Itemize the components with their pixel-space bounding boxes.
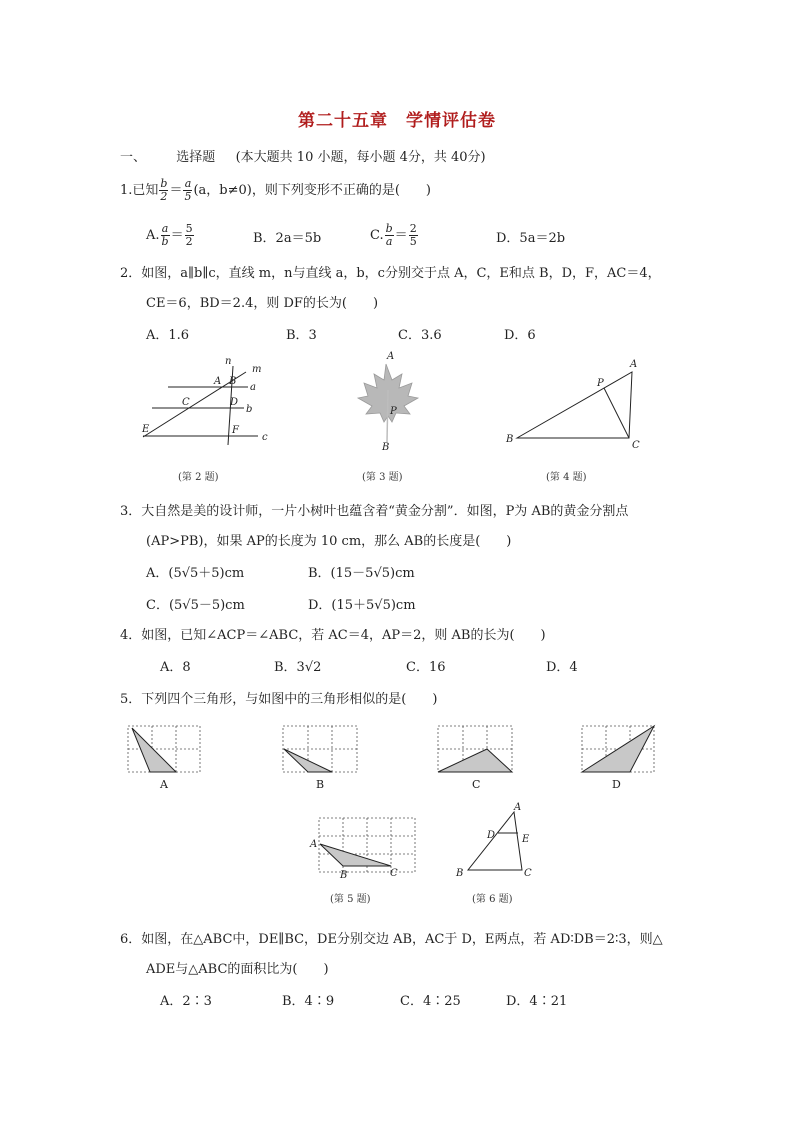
- fig2-label-m: m: [252, 364, 262, 375]
- q4-option-d[interactable]: D．4: [546, 660, 578, 675]
- q6-option-d[interactable]: D．4∶21: [506, 994, 568, 1009]
- q1-option-b[interactable]: B．2a＝5b: [253, 231, 322, 246]
- q5-label-a: A: [160, 778, 168, 791]
- fig4-label-A: A: [630, 359, 638, 370]
- q4-option-c[interactable]: C．16: [406, 660, 446, 675]
- fig5-label-C: C: [390, 868, 398, 879]
- fig6-label-A: A: [514, 802, 522, 813]
- q2-option-b[interactable]: B．3: [286, 328, 317, 343]
- q5-option-b-figure[interactable]: [283, 726, 357, 772]
- figure-4: [517, 372, 632, 438]
- fig3-label-B: B: [382, 442, 390, 453]
- q1-option-a[interactable]: A. $\frac{a}{b}$ ＝ $\frac{5}{2}$: [146, 222, 193, 248]
- caption-fig-4: (第 4 题): [546, 472, 587, 483]
- q4-line-1: 4．如图，已知∠ACP＝∠ABC，若 AC＝4，AP＝2，则 AB的长为( ): [120, 628, 546, 643]
- figure-6: [468, 812, 522, 870]
- fig6-label-D: D: [487, 830, 496, 841]
- q2-line-1: 2．如图，a∥b∥c，直线 m，n与直线 a，b，c分别交于点 A，C，E和点 B，D，F，AC＝4，: [120, 266, 661, 281]
- q1-frac-b-2: $\frac{b}{2}$: [160, 177, 168, 203]
- figure-5: [319, 818, 415, 872]
- q3-line-1: 3．大自然是美的设计师，一片小树叶也蕴含着“黄金分割”．如图，P为 AB的黄金分割点: [120, 504, 629, 519]
- fig6-label-C: C: [524, 868, 532, 879]
- caption-fig-2: (第 2 题): [178, 472, 219, 483]
- q5-label-b: B: [316, 778, 325, 791]
- q2-option-a[interactable]: A．1.6: [146, 328, 190, 343]
- fig5-label-A: A: [310, 839, 318, 850]
- fig2-label-A: A: [214, 376, 222, 387]
- fig2-label-B: B: [229, 376, 237, 387]
- q5-label-c: C: [472, 778, 481, 791]
- q3-option-c[interactable]: C．(5√5－5)cm: [146, 598, 245, 613]
- q2-option-d[interactable]: D．6: [504, 328, 536, 343]
- q6-options: [160, 990, 760, 1008]
- q3-option-d[interactable]: D．(15＋5√5)cm: [308, 598, 416, 613]
- figure-2: [143, 366, 258, 445]
- q4-option-a[interactable]: A．8: [160, 660, 191, 675]
- q5-option-a-figure[interactable]: [128, 726, 200, 772]
- fig6-label-E: E: [522, 834, 530, 845]
- fig2-label-c: c: [262, 432, 268, 443]
- q2-option-c[interactable]: C．3.6: [398, 328, 442, 343]
- fig2-label-C: C: [182, 397, 190, 408]
- fig3-label-A: A: [387, 351, 395, 362]
- q1-prefix: 1.已知: [120, 183, 159, 198]
- q1-option-c[interactable]: C. $\frac{b}{a}$ ＝ $\frac{2}{5}$: [370, 222, 417, 248]
- fig2-label-b: b: [246, 404, 253, 415]
- q4-options: [160, 656, 760, 674]
- q2-line-2: CE＝6，BD＝2.4，则 DF的长为( ): [146, 296, 379, 311]
- q4-option-b[interactable]: B．3√2: [274, 660, 322, 675]
- q1-options: [146, 223, 766, 253]
- maple-leaf-image: [358, 364, 418, 442]
- fig2-label-n: n: [225, 356, 232, 367]
- q1-condition: (a，b≠0)，则下列变形不正确的是( ): [193, 183, 431, 198]
- fig2-label-D: D: [230, 397, 239, 408]
- figures-row-2: [0, 718, 794, 908]
- section-note: (本大题共 10 小题，每小题 4分，共 40分): [235, 150, 486, 165]
- caption-fig-5: (第 5 题): [330, 894, 371, 905]
- q5-option-d-figure[interactable]: [582, 726, 654, 772]
- q5-option-c-figure[interactable]: [438, 726, 512, 772]
- page-title: 第二十五章 学情评估卷: [298, 111, 496, 131]
- q6-option-a[interactable]: A．2∶3: [160, 994, 212, 1009]
- section-header: [120, 146, 486, 165]
- fig6-label-B: B: [456, 868, 464, 879]
- q5-line-1: 5．下列四个三角形，与如图中的三角形相似的是( ): [120, 692, 438, 707]
- figures-row-1: [0, 350, 794, 485]
- q5-label-d: D: [612, 778, 621, 791]
- q6-option-c[interactable]: C．4∶25: [400, 994, 461, 1009]
- q3-line-2: (AP>PB)，如果 AP的长度为 10 cm，那么 AB的长度是( ): [146, 534, 512, 549]
- q3-option-a[interactable]: A．(5√5＋5)cm: [146, 566, 245, 581]
- fig4-label-B: B: [506, 434, 514, 445]
- caption-fig-3: (第 3 题): [362, 472, 403, 483]
- fig5-label-B: B: [340, 870, 348, 881]
- fig3-label-P: P: [390, 406, 397, 417]
- fig4-label-C: C: [632, 440, 640, 451]
- section-name: 选择题: [176, 150, 216, 165]
- q3-option-b[interactable]: B．(15－5√5)cm: [308, 566, 415, 581]
- fig2-label-E: E: [142, 424, 150, 435]
- fig4-label-P: P: [597, 378, 604, 389]
- q6-line-1: 6．如图，在△ABC中，DE∥BC，DE分别交边 AB，AC于 D，E两点，若 AD∶DB＝2∶3，则△: [120, 932, 663, 947]
- fig2-label-F: F: [232, 425, 239, 436]
- q1-frac-a-5: $\frac{a}{5}$: [184, 177, 192, 203]
- q2-options: [146, 324, 746, 342]
- fig2-label-a: a: [250, 382, 256, 393]
- section-number: 一、: [120, 150, 147, 165]
- question-1: 1.已知 $\frac{b}{2}$ ＝ $\frac{a}{5}$ (a，b≠0)，则下列变形不正确的是( ): [120, 177, 431, 203]
- q6-line-2: ADE与△ABC的面积比为( ): [146, 962, 329, 977]
- caption-fig-6: (第 6 题): [472, 894, 513, 905]
- q6-option-b[interactable]: B．4∶9: [282, 994, 335, 1009]
- q1-option-d[interactable]: D．5a＝2b: [496, 231, 566, 246]
